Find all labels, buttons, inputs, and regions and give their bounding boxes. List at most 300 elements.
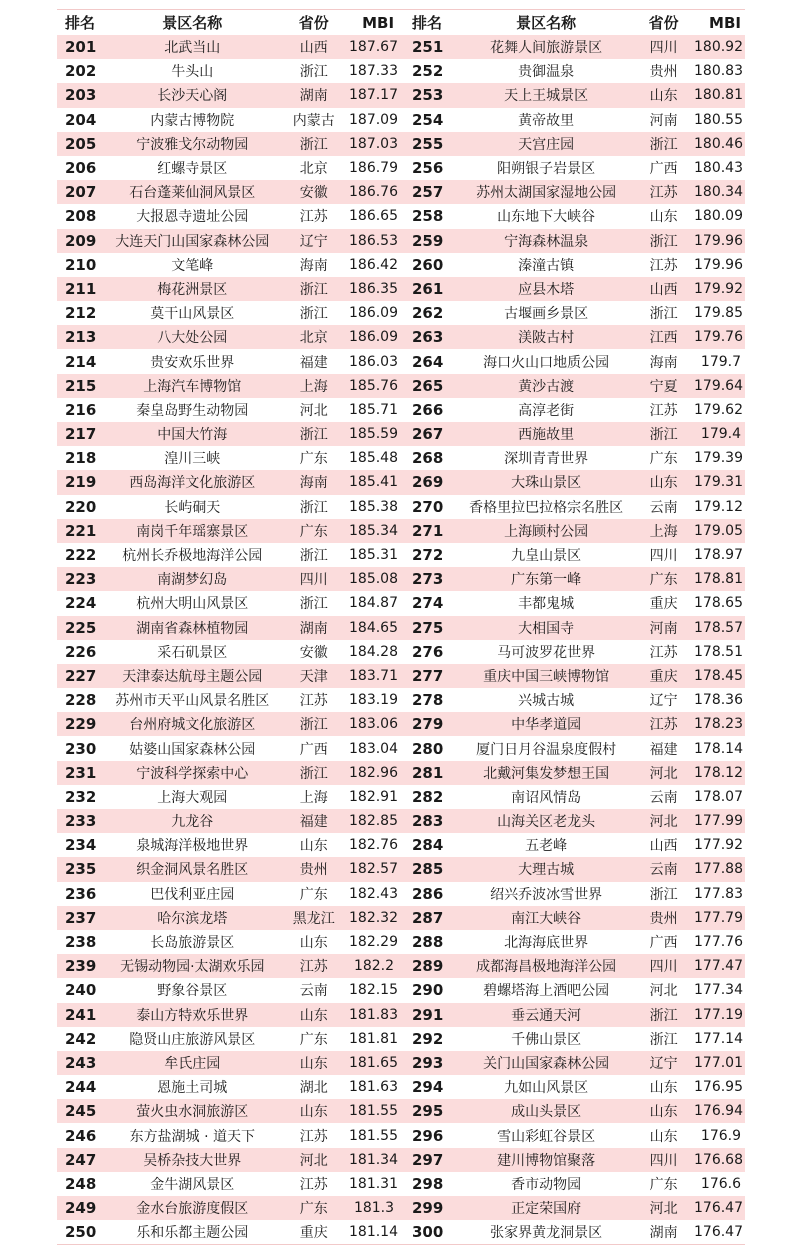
mbi-cell: 182.2	[353, 958, 395, 975]
province-cell: 四川	[649, 1152, 678, 1169]
scenic-name-cell: 应县木塔	[518, 281, 575, 298]
province-cell: 山东	[649, 1080, 678, 1097]
rank-cell: 288	[411, 933, 444, 952]
scenic-name-cell: 西施故里	[518, 427, 575, 444]
table-row	[57, 785, 745, 809]
province-cell: 湖南	[299, 620, 328, 637]
rank-cell: 284	[411, 836, 444, 855]
rank-cell: 295	[411, 1102, 444, 1121]
scenic-name-cell: 丰都鬼城	[518, 596, 575, 613]
scenic-name-cell: 长沙天心阁	[157, 88, 228, 105]
scenic-name-cell: 八大处公园	[157, 330, 228, 347]
mbi-cell: 182.29	[349, 934, 398, 951]
rank-cell: 226	[65, 642, 97, 661]
table-row	[57, 954, 745, 978]
table-row	[57, 1172, 745, 1196]
scenic-name-cell: 金牛湖风景区	[150, 1176, 235, 1193]
rank-cell: 211	[65, 279, 97, 298]
header-mbi: MBI	[362, 13, 395, 32]
mbi-cell: 182.76	[349, 837, 398, 854]
scenic-name-cell: 东方盐湖城 · 道天下	[129, 1128, 255, 1145]
rank-cell: 289	[411, 957, 444, 976]
mbi-cell: 181.63	[349, 1079, 398, 1096]
scenic-name-cell: 天上王城景区	[504, 88, 589, 105]
rank-cell: 277	[411, 666, 444, 685]
mbi-cell: 182.32	[349, 909, 398, 926]
table-row	[57, 253, 745, 277]
rank-cell: 209	[65, 231, 97, 250]
table-row	[57, 1220, 745, 1244]
header-province: 省份	[648, 14, 679, 32]
table-row	[57, 446, 745, 470]
province-cell: 山东	[299, 838, 328, 855]
table-row	[57, 1148, 745, 1172]
rank-cell: 204	[65, 110, 97, 129]
table-row	[57, 809, 745, 833]
scenic-name-cell: 泉城海洋极地世界	[136, 838, 249, 855]
rank-cell: 256	[411, 159, 444, 178]
mbi-cell: 180.09	[694, 208, 743, 225]
scenic-name-cell: 牟氏庄园	[164, 1055, 221, 1072]
table-row	[57, 470, 745, 494]
scenic-name-cell: 萤火虫水洞旅游区	[136, 1104, 249, 1121]
province-cell: 河南	[649, 112, 678, 129]
province-cell: 广西	[649, 161, 678, 178]
rank-cell: 213	[65, 328, 97, 347]
rank-cell: 219	[65, 473, 97, 492]
table-row	[57, 882, 745, 906]
province-cell: 福建	[299, 354, 328, 371]
table-row	[57, 1075, 745, 1099]
mbi-cell: 176.94	[694, 1103, 743, 1120]
rank-cell: 206	[65, 159, 97, 178]
table-row	[57, 616, 745, 640]
scenic-name-cell: 香市动物园	[511, 1176, 582, 1193]
mbi-cell: 177.01	[694, 1054, 743, 1071]
province-cell: 海南	[299, 257, 328, 274]
scenic-name-cell: 南江大峡谷	[511, 910, 582, 927]
rank-cell: 294	[411, 1078, 444, 1097]
rank-cell: 212	[65, 304, 97, 323]
rank-cell: 237	[65, 908, 97, 927]
rank-cell: 205	[65, 134, 97, 153]
province-cell: 江苏	[649, 185, 678, 202]
province-cell: 山东	[299, 1104, 328, 1121]
scenic-name-cell: 马可波罗花世界	[497, 644, 596, 661]
rank-cell: 220	[65, 497, 97, 516]
scenic-name-cell: 泰山方特欢乐世界	[136, 1007, 249, 1024]
province-cell: 江苏	[299, 959, 328, 976]
rank-cell: 298	[411, 1174, 444, 1193]
province-cell: 山西	[649, 838, 678, 855]
rank-cell: 216	[65, 400, 97, 419]
scenic-name-cell: 织金洞风景名胜区	[136, 862, 249, 879]
mbi-cell: 176.9	[700, 1127, 741, 1144]
rank-cell: 270	[411, 497, 444, 516]
mbi-cell: 178.97	[694, 547, 743, 564]
rank-cell: 227	[65, 666, 97, 685]
province-cell: 江苏	[299, 209, 328, 226]
rank-cell: 221	[65, 521, 97, 540]
scenic-name-cell: 野象谷景区	[157, 983, 228, 1000]
province-cell: 福建	[299, 814, 328, 831]
header-mbi: MBI	[709, 13, 741, 32]
mbi-cell: 184.65	[349, 619, 398, 636]
mbi-cell: 181.65	[349, 1054, 398, 1071]
province-cell: 广东	[649, 572, 678, 589]
mbi-cell: 176.95	[694, 1079, 743, 1096]
scenic-name-cell: 深圳青青世界	[504, 451, 589, 468]
scenic-name-cell: 北武当山	[164, 40, 221, 57]
table-row	[57, 59, 745, 83]
scenic-name-cell: 垂云通天河	[511, 1007, 582, 1024]
province-cell: 江苏	[299, 693, 328, 710]
mbi-cell: 179.85	[694, 305, 743, 322]
mbi-cell: 181.55	[349, 1103, 398, 1120]
scenic-name-cell: 苏州太湖国家湿地公园	[476, 185, 617, 202]
mbi-cell: 181.83	[349, 1006, 398, 1023]
scenic-name-cell: 西岛海洋文化旅游区	[129, 475, 256, 492]
mbi-cell: 176.47	[694, 1224, 743, 1241]
table-row	[57, 180, 745, 204]
scenic-name-cell: 上海汽车博物馆	[143, 378, 242, 395]
rank-cell: 287	[411, 908, 444, 927]
mbi-cell: 186.53	[349, 232, 398, 249]
table-row	[57, 277, 745, 301]
mbi-cell: 182.91	[349, 788, 398, 805]
mbi-cell: 181.14	[349, 1224, 398, 1241]
scenic-name-cell: 中华孝道园	[511, 717, 582, 734]
scenic-name-cell: 巴伐利亚庄园	[150, 886, 235, 903]
rank-cell: 246	[65, 1126, 97, 1145]
scenic-name-cell: 红螺寺景区	[157, 161, 228, 178]
mbi-cell: 178.14	[694, 740, 743, 757]
rank-cell: 281	[411, 763, 444, 782]
mbi-cell: 180.55	[694, 111, 743, 128]
mbi-cell: 181.3	[353, 1200, 395, 1217]
mbi-cell: 180.43	[694, 160, 743, 177]
province-cell: 广东	[649, 451, 678, 468]
province-cell: 山东	[299, 1007, 328, 1024]
rank-cell: 253	[411, 86, 444, 105]
rank-cell: 293	[411, 1053, 444, 1072]
scenic-name-cell: 台州府城文化旅游区	[129, 717, 256, 734]
mbi-cell: 179.4	[700, 426, 741, 443]
mbi-cell: 185.71	[349, 401, 398, 418]
scenic-name-cell: 金水台旅游度假区	[136, 1201, 249, 1218]
province-cell: 湖南	[299, 88, 328, 105]
mbi-cell: 185.59	[349, 426, 398, 443]
scenic-name-cell: 南诏风情岛	[511, 789, 582, 806]
table-row	[57, 567, 745, 591]
rank-cell: 273	[411, 570, 444, 589]
rank-cell: 229	[65, 715, 97, 734]
mbi-cell: 186.79	[349, 160, 398, 177]
scenic-name-cell: 成山头景区	[511, 1104, 582, 1121]
rank-cell: 242	[65, 1029, 97, 1048]
rank-cell: 238	[65, 933, 97, 952]
scenic-name-cell: 大相国寺	[518, 620, 575, 637]
scenic-name-cell: 山东地下大峡谷	[497, 209, 596, 226]
header-rank: 排名	[411, 14, 442, 32]
rank-cell: 286	[411, 884, 444, 903]
scenic-name-cell: 恩施土司城	[157, 1080, 228, 1097]
province-cell: 浙江	[649, 886, 678, 903]
province-cell: 北京	[299, 330, 328, 347]
scenic-name-cell: 古堰画乡景区	[504, 306, 589, 323]
rank-cell: 223	[65, 570, 97, 589]
scenic-name-cell: 碧螺塔海上酒吧公园	[483, 983, 610, 1000]
province-cell: 湖北	[299, 1080, 328, 1097]
province-cell: 浙江	[299, 64, 328, 81]
table-row	[57, 688, 745, 712]
scenic-name-cell: 大理古城	[518, 862, 575, 879]
mbi-cell: 177.99	[694, 813, 743, 830]
rank-cell: 248	[65, 1174, 97, 1193]
province-cell: 浙江	[299, 427, 328, 444]
scenic-name-cell: 杭州大明山风景区	[136, 596, 249, 613]
table-row	[57, 108, 745, 132]
rank-cell: 233	[65, 812, 97, 831]
table-row	[57, 906, 745, 930]
mbi-cell: 179.96	[694, 232, 743, 249]
province-cell: 浙江	[649, 306, 678, 323]
scenic-name-cell: 隐贤山庄旅游风景区	[129, 1031, 256, 1048]
rank-cell: 251	[411, 38, 444, 57]
province-cell: 贵州	[649, 64, 678, 81]
rank-cell: 215	[65, 376, 97, 395]
scenic-name-cell: 黄帝故里	[518, 112, 575, 129]
scenic-name-cell: 五老峰	[525, 838, 568, 855]
mbi-cell: 187.67	[349, 39, 398, 56]
province-cell: 上海	[299, 789, 328, 806]
province-cell: 广西	[299, 741, 328, 758]
scenic-name-cell: 大珠山景区	[511, 475, 582, 492]
table-row	[57, 712, 745, 736]
scenic-name-cell: 湟川三峡	[164, 451, 221, 468]
province-cell: 山东	[649, 1128, 678, 1145]
rank-cell: 276	[411, 642, 444, 661]
rank-cell: 263	[411, 328, 444, 347]
rank-cell: 203	[65, 86, 97, 105]
province-cell: 广东	[299, 1031, 328, 1048]
table-header	[57, 10, 745, 35]
scenic-name-cell: 兴城古城	[518, 693, 575, 710]
scenic-name-cell: 厦门日月谷温泉度假村	[476, 741, 617, 758]
rank-cell: 274	[411, 594, 444, 613]
table-row	[57, 349, 745, 373]
mbi-cell: 178.51	[694, 643, 743, 660]
province-cell: 安徽	[299, 185, 328, 202]
province-cell: 广西	[649, 935, 678, 952]
province-cell: 浙江	[299, 499, 328, 516]
scenic-name-cell: 宁海森林温泉	[504, 233, 589, 250]
mbi-cell: 185.41	[349, 474, 398, 491]
table-row	[57, 736, 745, 760]
mbi-cell: 186.09	[349, 329, 398, 346]
rank-cell: 265	[411, 376, 444, 395]
rank-cell: 262	[411, 304, 444, 323]
rank-cell: 261	[411, 279, 444, 298]
scenic-name-cell: 雪山彩虹谷景区	[497, 1128, 596, 1145]
province-cell: 浙江	[649, 136, 678, 153]
table-row	[57, 543, 745, 567]
rank-cell: 244	[65, 1078, 97, 1097]
mbi-cell: 181.31	[349, 1175, 398, 1192]
scenic-name-cell: 山海关区老龙头	[497, 814, 596, 831]
scenic-name-cell: 千佛山景区	[511, 1031, 582, 1048]
rank-cell: 249	[65, 1199, 97, 1218]
scenic-name-cell: 梅花洲景区	[157, 281, 228, 298]
mbi-cell: 183.04	[349, 740, 398, 757]
table-row	[57, 1027, 745, 1051]
rank-cell: 296	[411, 1126, 444, 1145]
province-cell: 河北	[649, 1201, 678, 1218]
rank-cell: 228	[65, 691, 97, 710]
province-cell: 河北	[299, 402, 328, 419]
scenic-name-cell: 宁波雅戈尔动物园	[136, 136, 249, 153]
rank-cell: 239	[65, 957, 97, 976]
mbi-cell: 187.17	[349, 87, 398, 104]
scenic-name-cell: 长屿硐天	[164, 499, 221, 516]
rank-cell: 300	[411, 1223, 444, 1242]
mbi-cell: 187.33	[349, 63, 398, 80]
table-row	[57, 591, 745, 615]
scenic-name-cell: 阳朔银子岩景区	[497, 161, 596, 178]
rank-cell: 243	[65, 1053, 97, 1072]
province-cell: 湖南	[649, 1225, 678, 1242]
table-row	[57, 1003, 745, 1027]
rank-cell: 230	[65, 739, 97, 758]
table-row	[57, 761, 745, 785]
mbi-cell: 179.62	[694, 401, 743, 418]
table-row	[57, 857, 745, 881]
scenic-name-cell: 海口火山口地质公园	[483, 354, 610, 371]
scenic-name-cell: 吴桥杂技大世界	[143, 1152, 242, 1169]
scenic-name-cell: 关门山国家森林公园	[483, 1055, 610, 1072]
rank-cell: 245	[65, 1102, 97, 1121]
rank-cell: 254	[411, 110, 444, 129]
rank-cell: 299	[411, 1199, 444, 1218]
scenic-name-cell: 长岛旅游景区	[150, 935, 235, 952]
province-cell: 江苏	[649, 257, 678, 274]
scenic-name-cell: 苏州市天平山风景名胜区	[115, 693, 270, 710]
rank-cell: 266	[411, 400, 444, 419]
table-row	[57, 1123, 745, 1147]
table-row	[57, 422, 745, 446]
province-cell: 云南	[649, 499, 678, 516]
province-cell: 山东	[649, 209, 678, 226]
province-cell: 山西	[649, 281, 678, 298]
mbi-cell: 182.57	[349, 861, 398, 878]
rank-cell: 231	[65, 763, 97, 782]
mbi-cell: 181.34	[349, 1151, 398, 1168]
scenic-name-cell: 秦皇岛野生动物园	[136, 402, 249, 419]
mbi-cell: 183.06	[349, 716, 398, 733]
scenic-name-cell: 石台蓬莱仙洞风景区	[129, 185, 256, 202]
scenic-name-cell: 贵安欢乐世界	[150, 354, 235, 371]
mbi-cell: 185.76	[349, 377, 398, 394]
province-cell: 广东	[649, 1176, 678, 1193]
table-row	[57, 1196, 745, 1220]
province-cell: 广东	[299, 1201, 328, 1218]
province-cell: 河北	[649, 814, 678, 831]
table-row	[57, 83, 745, 107]
mbi-cell: 177.19	[694, 1006, 743, 1023]
rank-cell: 292	[411, 1029, 444, 1048]
mbi-cell: 179.96	[694, 256, 743, 273]
mbi-cell: 186.42	[349, 256, 398, 273]
table-row	[57, 301, 745, 325]
rank-cell: 222	[65, 546, 97, 565]
scenic-name-cell: 牛头山	[171, 64, 214, 81]
province-cell: 浙江	[299, 765, 328, 782]
mbi-cell: 184.28	[349, 643, 398, 660]
rank-cell: 202	[65, 62, 97, 81]
rank-cell: 201	[65, 38, 97, 57]
rank-cell: 208	[65, 207, 97, 226]
scenic-name-cell: 贵御温泉	[518, 64, 575, 81]
province-cell: 江苏	[299, 1128, 328, 1145]
rank-cell: 269	[411, 473, 444, 492]
mbi-cell: 177.88	[694, 861, 743, 878]
scenic-name-cell: 大报恩寺遗址公园	[136, 209, 249, 226]
province-cell: 辽宁	[299, 233, 328, 250]
scenic-name-cell: 正定荣国府	[511, 1201, 582, 1218]
province-cell: 江苏	[649, 644, 678, 661]
mbi-cell: 186.09	[349, 305, 398, 322]
province-cell: 江苏	[649, 402, 678, 419]
scenic-name-cell: 成都海昌极地海洋公园	[476, 959, 617, 976]
province-cell: 云南	[299, 983, 328, 1000]
province-cell: 河北	[649, 765, 678, 782]
rank-cell: 272	[411, 546, 444, 565]
rank-cell: 260	[411, 255, 444, 274]
rank-cell: 210	[65, 255, 97, 274]
mbi-cell: 178.45	[694, 667, 743, 684]
mbi-cell: 179.76	[694, 329, 743, 346]
mbi-cell: 181.55	[349, 1127, 398, 1144]
mbi-cell: 178.07	[694, 788, 743, 805]
rank-cell: 224	[65, 594, 97, 613]
mbi-cell: 179.05	[694, 522, 743, 539]
scenic-name-cell: 莫干山风景区	[150, 306, 235, 323]
table-row	[57, 664, 745, 688]
mbi-cell: 182.15	[349, 982, 398, 999]
province-cell: 辽宁	[649, 1055, 678, 1072]
rank-cell: 258	[411, 207, 444, 226]
province-cell: 海南	[649, 354, 678, 371]
province-cell: 浙江	[649, 1031, 678, 1048]
table-row	[57, 833, 745, 857]
scenic-name-cell: 溱潼古镇	[518, 257, 575, 274]
mbi-cell: 180.46	[694, 135, 743, 152]
scenic-name-cell: 渼陂古村	[518, 330, 575, 347]
rank-cell: 280	[411, 739, 444, 758]
province-cell: 山东	[649, 88, 678, 105]
mbi-cell: 177.47	[694, 958, 743, 975]
province-cell: 浙江	[299, 281, 328, 298]
mbi-cell: 181.81	[349, 1030, 398, 1047]
province-cell: 浙江	[299, 596, 328, 613]
province-cell: 贵州	[299, 862, 328, 879]
mbi-cell: 183.19	[349, 692, 398, 709]
table-row	[57, 978, 745, 1002]
province-cell: 广东	[299, 886, 328, 903]
mbi-cell: 183.71	[349, 667, 398, 684]
mbi-cell: 178.23	[694, 716, 743, 733]
rank-cell: 255	[411, 134, 444, 153]
